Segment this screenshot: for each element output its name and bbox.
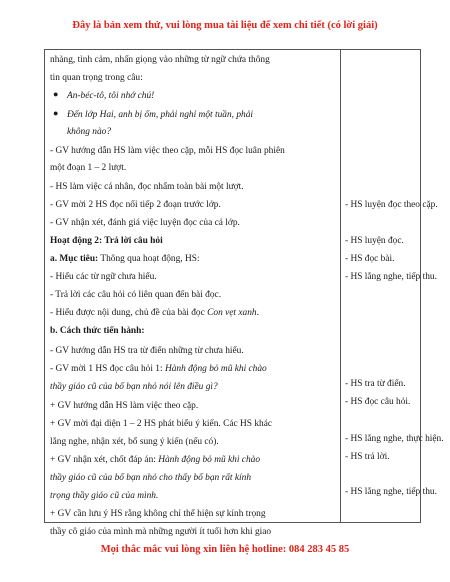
question-text: Hành động bỏ mũ khi chào xyxy=(164,364,267,374)
text-part: + GV nhận xét, chốt đáp án: xyxy=(50,455,159,465)
text-line: - Hiểu các từ ngữ chưa hiểu. xyxy=(50,272,157,282)
answer-text: trọng thầy giáo cũ của mình. xyxy=(50,491,159,501)
text-line: một đoạn 1 – 2 lượt. xyxy=(50,163,127,173)
question-text: thầy giáo cũ của bố bạn nhỏ nói lên điều gì? xyxy=(50,382,218,392)
student-activity: - HS luyện đọc theo cặp. xyxy=(345,200,438,210)
bullet-icon: ● xyxy=(53,89,59,99)
quote-line: Đến lớp Hai, anh bị ốm, phải nghỉ một tuần, phải xyxy=(67,110,253,120)
text-line: + GV mời đại diện 1 – 2 HS phát biểu ý kiến. Các HS khác xyxy=(50,419,273,429)
quote-line: An-béc-tô, tôi nhớ chú! xyxy=(67,91,155,101)
title-ref: Con vẹt xanh xyxy=(207,308,257,318)
text-line: - GV nhận xét, đánh giá việc luyện đọc của cả lớp. xyxy=(50,218,240,228)
text-line: nhàng, tình cảm, nhấn giọng vào những từ ngữ chứa thông xyxy=(50,55,270,65)
answer-text: Hành động bỏ mũ khi chào xyxy=(158,455,261,465)
column-divider xyxy=(340,50,341,522)
text-line: + GV hướng dẫn HS làm việc theo cặp. xyxy=(50,401,199,411)
objective-label: a. Mục tiêu: xyxy=(50,254,99,264)
hotline-banner: Mọi thắc mắc vui lòng xin liên hệ hotline: 084 283 45 85 xyxy=(100,544,350,555)
answer-text: thầy giáo cũ của bố bạn nhỏ cho thấy bố bạn rất kính xyxy=(50,473,252,483)
section-heading: b. Cách thức tiến hành: xyxy=(50,326,145,336)
preview-banner: Đây là bản xem thử, vui lòng mua tài liệu để xem chi tiết (có lời giải) xyxy=(72,20,378,31)
student-activity: - HS tra từ điển. xyxy=(345,379,406,389)
student-activity: - HS lắng nghe, thực hiện. xyxy=(345,434,444,444)
text-line: - Trả lời các câu hỏi có liên quan đến bài đọc. xyxy=(50,290,222,300)
text-line: thầy cô giáo của mình mà những người ít tuổi hơn khi giao xyxy=(50,527,272,537)
bullet-icon: ● xyxy=(53,108,59,118)
text-line xyxy=(50,307,259,319)
text-line: tin quan trọng trong câu: xyxy=(50,73,143,83)
student-activity: - HS lắng nghe, tiếp thu. xyxy=(345,487,437,497)
text-part: - Hiểu được nội dung, chủ đề của bài đọc xyxy=(50,308,208,318)
quote-line: không nào? xyxy=(67,127,112,137)
student-activity: - HS đọc câu hỏi. xyxy=(345,397,411,407)
section-heading: Hoạt động 2: Trả lời câu hỏi xyxy=(50,236,163,246)
text-part: - GV mời 1 HS đọc câu hỏi 1: xyxy=(50,364,165,374)
text-line: - GV hướng dẫn HS làm việc theo cặp, mỗi HS đọc luân phiên xyxy=(50,146,285,156)
text-line: - GV mời 2 HS đọc nối tiếp 2 đoạn trước lớp. xyxy=(50,200,221,210)
text-line: lắng nghe, nhận xét, bổ sung ý kiến (nếu có). xyxy=(50,437,219,447)
student-activity: - HS đọc bài. xyxy=(345,254,395,264)
objective-line xyxy=(50,253,200,265)
text-line xyxy=(50,363,267,375)
text-part: . xyxy=(256,308,259,318)
text-line: - GV hướng dẫn HS tra từ điển những từ chưa hiểu. xyxy=(50,346,244,356)
student-activity: - HS lắng nghe, tiếp thu. xyxy=(345,272,437,282)
text-line xyxy=(50,454,260,466)
lesson-table xyxy=(44,49,444,537)
student-activity: - HS trả lời. xyxy=(345,452,390,462)
objective-text: Thông qua hoạt động, HS: xyxy=(98,254,200,264)
student-activity: - HS luyện đọc. xyxy=(345,236,404,246)
text-line: - HS làm việc cá nhân, đọc nhẩm toàn bài một lượt. xyxy=(50,182,244,192)
text-line: + GV cần lưu ý HS rằng không chỉ thể hiện sự kính trọng xyxy=(50,509,266,519)
